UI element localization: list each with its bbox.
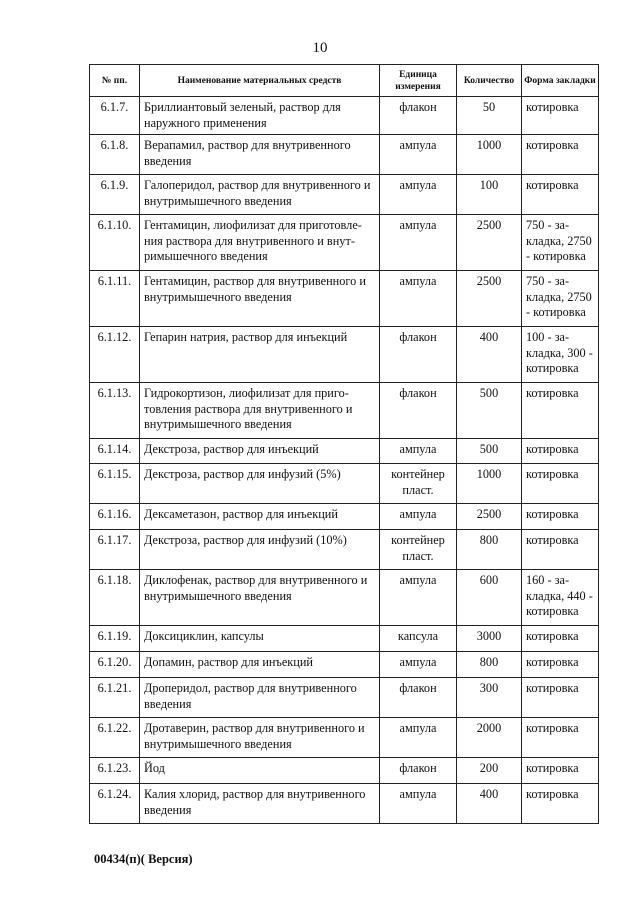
form-cell: котировка xyxy=(522,464,599,504)
unit-cell: ампула xyxy=(380,504,457,530)
quantity-cell: 2000 xyxy=(457,718,522,758)
table-header-row xyxy=(90,65,599,97)
quantity-cell: 1000 xyxy=(457,135,522,175)
form-cell: котировка xyxy=(522,383,599,439)
row-number: 6.1.20. xyxy=(90,652,140,678)
material-name: Гепарин натрия, раствор для инъекций xyxy=(140,327,380,383)
form-cell: котировка xyxy=(522,758,599,784)
table-row xyxy=(90,570,599,626)
quantity-cell: 800 xyxy=(457,530,522,570)
page-number: 10 xyxy=(312,40,328,56)
material-name: Допамин, раствор для инъекций xyxy=(140,652,380,678)
form-cell: 750 - за-кладка, 2750 - котировка xyxy=(522,271,599,327)
row-number: 6.1.15. xyxy=(90,464,140,504)
unit-cell: ампула xyxy=(380,439,457,464)
row-number: 6.1.24. xyxy=(90,784,140,824)
row-number: 6.1.19. xyxy=(90,626,140,652)
row-number: 6.1.21. xyxy=(90,678,140,718)
quantity-cell: 100 xyxy=(457,175,522,215)
form-cell: 160 - за-кладка, 440 - котировка xyxy=(522,570,599,626)
material-name: Доксициклин, капсулы xyxy=(140,626,380,652)
quantity-cell: 3000 xyxy=(457,626,522,652)
quantity-cell: 300 xyxy=(457,678,522,718)
row-number: 6.1.23. xyxy=(90,758,140,784)
material-name: Бриллиантовый зеленый, раствор для наружного применения xyxy=(140,97,380,135)
table-row xyxy=(90,215,599,271)
header-form: Форма закладки xyxy=(522,65,599,97)
row-number: 6.1.11. xyxy=(90,271,140,327)
material-name: Диклофенак, раствор для внутривенного и внутримышечного введения xyxy=(140,570,380,626)
table-body xyxy=(90,97,599,824)
quantity-cell: 2500 xyxy=(457,504,522,530)
materials-table xyxy=(89,64,599,824)
table-row xyxy=(90,271,599,327)
material-name: Калия хлорид, раствор для внутривенного введения xyxy=(140,784,380,824)
quantity-cell: 400 xyxy=(457,327,522,383)
material-name: Гентамицин, лиофилизат для приготовле-ния раствора для внутривенного и внут-римышечного введения xyxy=(140,215,380,271)
unit-cell: флакон xyxy=(380,97,457,135)
row-number: 6.1.22. xyxy=(90,718,140,758)
form-cell: 100 - за-кладка, 300 - котировка xyxy=(522,327,599,383)
row-number: 6.1.17. xyxy=(90,530,140,570)
material-name: Дротаверин, раствор для внутривенного и внутримышечного введения xyxy=(140,718,380,758)
unit-cell: ампула xyxy=(380,718,457,758)
table-row xyxy=(90,383,599,439)
unit-cell: флакон xyxy=(380,383,457,439)
unit-cell: флакон xyxy=(380,758,457,784)
form-cell: котировка xyxy=(522,135,599,175)
material-name: Декстроза, раствор для инъекций xyxy=(140,439,380,464)
row-number: 6.1.8. xyxy=(90,135,140,175)
unit-cell: ампула xyxy=(380,784,457,824)
material-name: Верапамил, раствор для внутривенного введения xyxy=(140,135,380,175)
row-number: 6.1.10. xyxy=(90,215,140,271)
table-row xyxy=(90,327,599,383)
quantity-cell: 1000 xyxy=(457,464,522,504)
form-cell: котировка xyxy=(522,439,599,464)
form-cell: котировка xyxy=(522,530,599,570)
form-cell: котировка xyxy=(522,652,599,678)
material-name: Гидрокортизон, лиофилизат для приго-товления раствора для внутривенного и внутримышечного введения xyxy=(140,383,380,439)
document-footer: 00434(п)( Версия) xyxy=(94,852,193,866)
row-number: 6.1.14. xyxy=(90,439,140,464)
row-number: 6.1.7. xyxy=(90,97,140,135)
quantity-cell: 2500 xyxy=(457,215,522,271)
unit-cell: контейнер пласт. xyxy=(380,464,457,504)
quantity-cell: 200 xyxy=(457,758,522,784)
form-cell: котировка xyxy=(522,784,599,824)
unit-cell: флакон xyxy=(380,678,457,718)
header-num: № пп. xyxy=(90,65,140,97)
unit-cell: ампула xyxy=(380,135,457,175)
table-row xyxy=(90,652,599,678)
material-name: Дроперидол, раствор для внутривенного введения xyxy=(140,678,380,718)
form-cell: котировка xyxy=(522,718,599,758)
material-name: Гентамицин, раствор для внутривенного и внутримышечного введения xyxy=(140,271,380,327)
row-number: 6.1.13. xyxy=(90,383,140,439)
unit-cell: ампула xyxy=(380,570,457,626)
table-row xyxy=(90,97,599,135)
row-number: 6.1.9. xyxy=(90,175,140,215)
header-unit: Единица измерения xyxy=(380,65,457,97)
row-number: 6.1.12. xyxy=(90,327,140,383)
material-name: Дексаметазон, раствор для инъекций xyxy=(140,504,380,530)
table-row xyxy=(90,626,599,652)
unit-cell: ампула xyxy=(380,175,457,215)
quantity-cell: 500 xyxy=(457,383,522,439)
table-row xyxy=(90,758,599,784)
unit-cell: капсула xyxy=(380,626,457,652)
table-row xyxy=(90,439,599,464)
row-number: 6.1.18. xyxy=(90,570,140,626)
form-cell: котировка xyxy=(522,678,599,718)
unit-cell: ампула xyxy=(380,271,457,327)
quantity-cell: 800 xyxy=(457,652,522,678)
table-row xyxy=(90,504,599,530)
quantity-cell: 600 xyxy=(457,570,522,626)
form-cell: котировка xyxy=(522,97,599,135)
quantity-cell: 2500 xyxy=(457,271,522,327)
table-row xyxy=(90,135,599,175)
table-row xyxy=(90,464,599,504)
unit-cell: флакон xyxy=(380,327,457,383)
form-cell: 750 - за-кладка, 2750 - котировка xyxy=(522,215,599,271)
header-qty: Количество xyxy=(457,65,522,97)
form-cell: котировка xyxy=(522,626,599,652)
table-row xyxy=(90,784,599,824)
unit-cell: ампула xyxy=(380,215,457,271)
material-name: Галоперидол, раствор для внутривенного и внутримышечного введения xyxy=(140,175,380,215)
quantity-cell: 400 xyxy=(457,784,522,824)
form-cell: котировка xyxy=(522,504,599,530)
table-row xyxy=(90,678,599,718)
unit-cell: контейнер пласт. xyxy=(380,530,457,570)
table-row xyxy=(90,718,599,758)
material-name: Декстроза, раствор для инфузий (5%) xyxy=(140,464,380,504)
quantity-cell: 50 xyxy=(457,97,522,135)
material-name: Йод xyxy=(140,758,380,784)
unit-cell: ампула xyxy=(380,652,457,678)
table-row xyxy=(90,175,599,215)
quantity-cell: 500 xyxy=(457,439,522,464)
table-row xyxy=(90,530,599,570)
form-cell: котировка xyxy=(522,175,599,215)
material-name: Декстроза, раствор для инфузий (10%) xyxy=(140,530,380,570)
header-name: Наименование материальных средств xyxy=(140,65,380,97)
row-number: 6.1.16. xyxy=(90,504,140,530)
